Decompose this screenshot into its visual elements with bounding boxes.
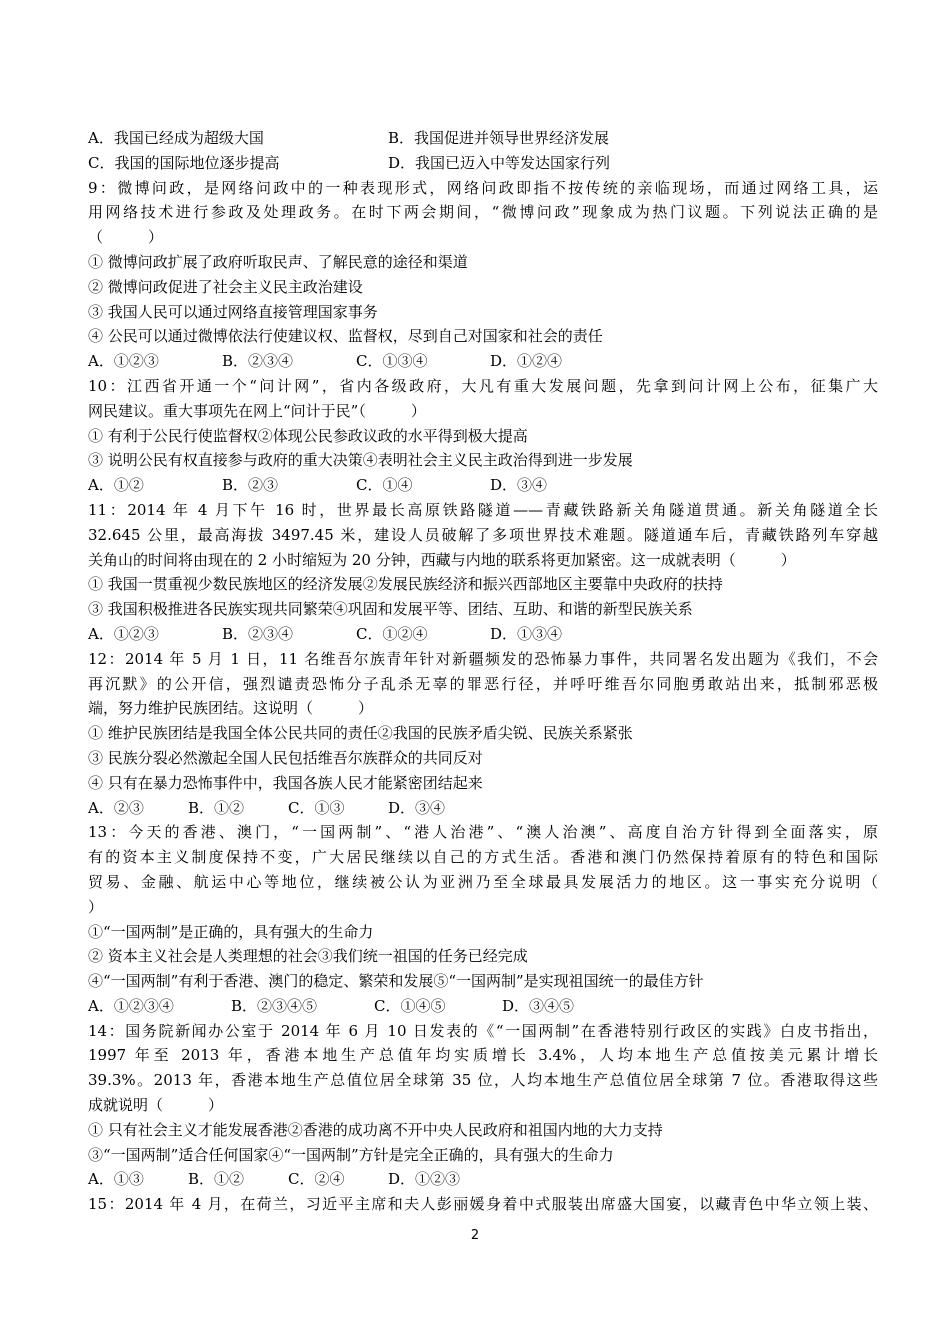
q14-stem-line4: 成就说明（ ）: [88, 1096, 224, 1115]
q14-option-d: D．①②③: [388, 1170, 461, 1189]
q9-option-d: D．①②④: [490, 352, 563, 371]
q9-option-b: B．②③④: [222, 352, 294, 371]
q9-statement-2: ② 微博问政促进了社会主义民主政治建设: [88, 277, 363, 296]
q12-statement-1: ① 维护民族团结是我国全体公民共同的责任②我国的民族矛盾尖锐、民族关系紧张: [88, 724, 633, 743]
q13-options: [88, 994, 878, 1019]
q9-stem-line1: 9：微博问政，是网络问政中的一种表现形式，网络问政即指不按传统的亲临现场，而通过网络工具，运: [88, 178, 878, 197]
q8-option-d: D．我国已迈入中等发达国家行列: [388, 153, 611, 172]
q10-stem-line1: 10：江西省开通一个“问计网”，省内各级政府，大凡有重大发展问题，先拿到问计网上公布，征集广大: [88, 376, 878, 395]
q14-options: [88, 1167, 878, 1192]
q9-options: [88, 349, 878, 374]
q13-option-a: A．①②③④: [88, 996, 174, 1015]
q13-option-c: C．①④⑤: [374, 996, 446, 1015]
exam-page: [88, 126, 878, 1217]
q11-option-b: B．②③④: [222, 624, 294, 643]
q8-option-b: B．我国促进并领导世界经济发展: [388, 129, 610, 147]
q11-option-d: D．①③④: [490, 624, 563, 643]
q11-stem-line2: 32.645 公里，最高海拔 3497.45 米，建设人员破解了多项世界技术难题。隧道通车后，青藏铁路列车穿越: [88, 525, 878, 544]
q9-statement-4: ④ 公民可以通过微博依法行使建议权、监督权，尽到自己对国家和社会的责任: [88, 327, 603, 346]
q14-option-a: A．①③: [88, 1170, 144, 1189]
q11-options: [88, 622, 878, 647]
q12-option-d: D．③④: [388, 798, 446, 817]
q13-stem-line1: 13：今天的香港、澳门，“一国两制”、“港人治港”、“澳人治澳”、高度自治方针得到全面落实，原: [88, 823, 878, 842]
q13-stem-line2: 有的资本主义制度保持不变，广大居民继续以自己的方式生活。香港和澳门仍然保持着原有的特色和国际: [88, 848, 878, 867]
q13-option-b: B．②③④⑤: [231, 996, 318, 1015]
q11-statement-1: ① 我国一贯重视少数民族地区的经济发展②发展民族经济和振兴西部地区主要靠中央政府的扶持: [88, 575, 723, 594]
q10-option-d: D．③④: [490, 476, 548, 495]
q13-statement-1: ①“一国两制”是正确的，具有强大的生命力: [88, 922, 374, 941]
q14-option-c: C．②④: [288, 1170, 345, 1189]
q12-stem-line3: 端，努力维护民族团结。这说明（ ）: [88, 699, 374, 718]
q11-statement-2: ③ 我国积极推进各民族实现共同繁荣④巩固和发展平等、团结、互助、和谐的新型民族关系: [88, 600, 693, 619]
q8-option-a: A．我国已经成为超级大国: [88, 129, 264, 147]
q11-option-a: A．①②③: [88, 624, 159, 643]
q12-option-c: C．①③: [288, 798, 345, 817]
q8-options-row2: [88, 151, 878, 176]
q11-stem-line3: 关角山的时间将由现在的 2 小时缩短为 20 分钟，西藏与内地的联系将更加紧密。这一成就表明（ ）: [88, 550, 796, 569]
q13-statement-2: ② 资本主义社会是人类理想的社会③我们统一祖国的任务已经完成: [88, 947, 528, 966]
q10-option-c: C．①④: [356, 476, 413, 495]
q9-stem-line2: 用网络技术进行参政及处理政务。在时下两会期间，“微博问政”现象成为热门议题。下列说法正确的是: [88, 203, 878, 222]
q11-option-c: C．①②④: [356, 624, 428, 643]
q9-statement-3: ③ 我国人民可以通过网络直接管理国家事务: [88, 302, 378, 321]
q12-statement-3: ④ 只有在暴力恐怖事件中，我国各族人民才能紧密团结起来: [88, 773, 483, 792]
q10-option-a: A．①②: [88, 476, 144, 495]
q14-stem-line1: 14：国务院新闻办公室于 2014 年 6 月 10 日发表的《“一国两制”在香港特别行政区的实践》白皮书指出，: [88, 1021, 878, 1040]
q14-statement-1: ① 只有社会主义才能发展香港②香港的成功离不开中央人民政府和祖国内地的大力支持: [88, 1120, 663, 1139]
q15-stem-line1: 15：2014 年 4 月，在荷兰，习近平主席和夫人彭丽媛身着中式服装出席盛大国宴，以藏青色中华立领上装、: [88, 1195, 878, 1214]
q12-stem-line2: 再沉默》的公开信，强烈谴责恐怖分子乱杀无辜的罪恶行径，并呼吁维吾尔同胞勇敢站出来，抵制邪恶极: [88, 674, 878, 693]
q11-stem-line1: 11：2014 年 4 月下午 16 时，世界最长高原铁路隧道——青藏铁路新关角隧道贯通。新关角隧道全长: [88, 500, 878, 519]
q13-stem-line4: ）: [88, 897, 104, 916]
q10-stem-line2: 网民建议。重大事项先在网上“问计于民”（ ）: [88, 401, 426, 420]
q14-stem-line2: 1997 年至 2013 年，香港本地生产总值年均实质增长 3.4%，人均本地生产总值按美元累计增长: [88, 1046, 878, 1065]
q10-options: [88, 473, 878, 498]
q12-options: [88, 796, 878, 821]
q13-statement-3: ④“一国两制”有利于香港、澳门的稳定、繁荣和发展⑤“一国两制”是实现祖国统一的最佳方针: [88, 972, 704, 991]
q10-statement-1: ① 有利于公民行使监督权②体现公民参政议政的水平得到极大提高: [88, 426, 528, 445]
q9-answer-blank: （ ）: [88, 228, 164, 247]
q9-statement-1: ① 微博问政扩展了政府听取民声、了解民意的途径和渠道: [88, 252, 468, 271]
q12-statement-2: ③ 民族分裂必然激起全国人民包括维吾尔族群众的共同反对: [88, 748, 483, 767]
q10-option-b: B．②③: [222, 476, 279, 495]
q14-stem-line3: 39.3%。2013 年，香港本地生产总值位居全球第 35 位，人均本地生产总值位居全球第 7 位。香港取得这些: [88, 1071, 878, 1090]
q9-option-a: A．①②③: [88, 352, 159, 371]
q8-options-row1: [88, 126, 878, 151]
q13-option-d: D．③④⑤: [502, 996, 575, 1015]
q8-option-c: C．我国的国际地位逐步提高: [88, 153, 280, 172]
q10-statement-2: ③ 说明公民有权直接参与政府的重大决策④表明社会主义民主政治得到进一步发展: [88, 451, 633, 470]
q13-stem-line3: 贸易、金融、航运中心等地位，继续被公认为亚洲乃至全球最具发展活力的地区。这一事实充分说明（: [88, 872, 878, 891]
q12-option-b: B．①②: [188, 798, 245, 817]
q12-option-a: A．②③: [88, 798, 144, 817]
page-number: 2: [470, 1228, 480, 1243]
q9-option-c: C．①③④: [356, 352, 428, 371]
q14-option-b: B．①②: [188, 1170, 245, 1189]
q14-statement-2: ③“一国两制”适合任何国家④“一国两制”方针是完全正确的，具有强大的生命力: [88, 1145, 614, 1164]
q12-stem-line1: 12：2014 年 5 月 1 日，11 名维吾尔族青年针对新疆频发的恐怖暴力事件，共同署名发出题为《我们，不会: [88, 649, 878, 668]
